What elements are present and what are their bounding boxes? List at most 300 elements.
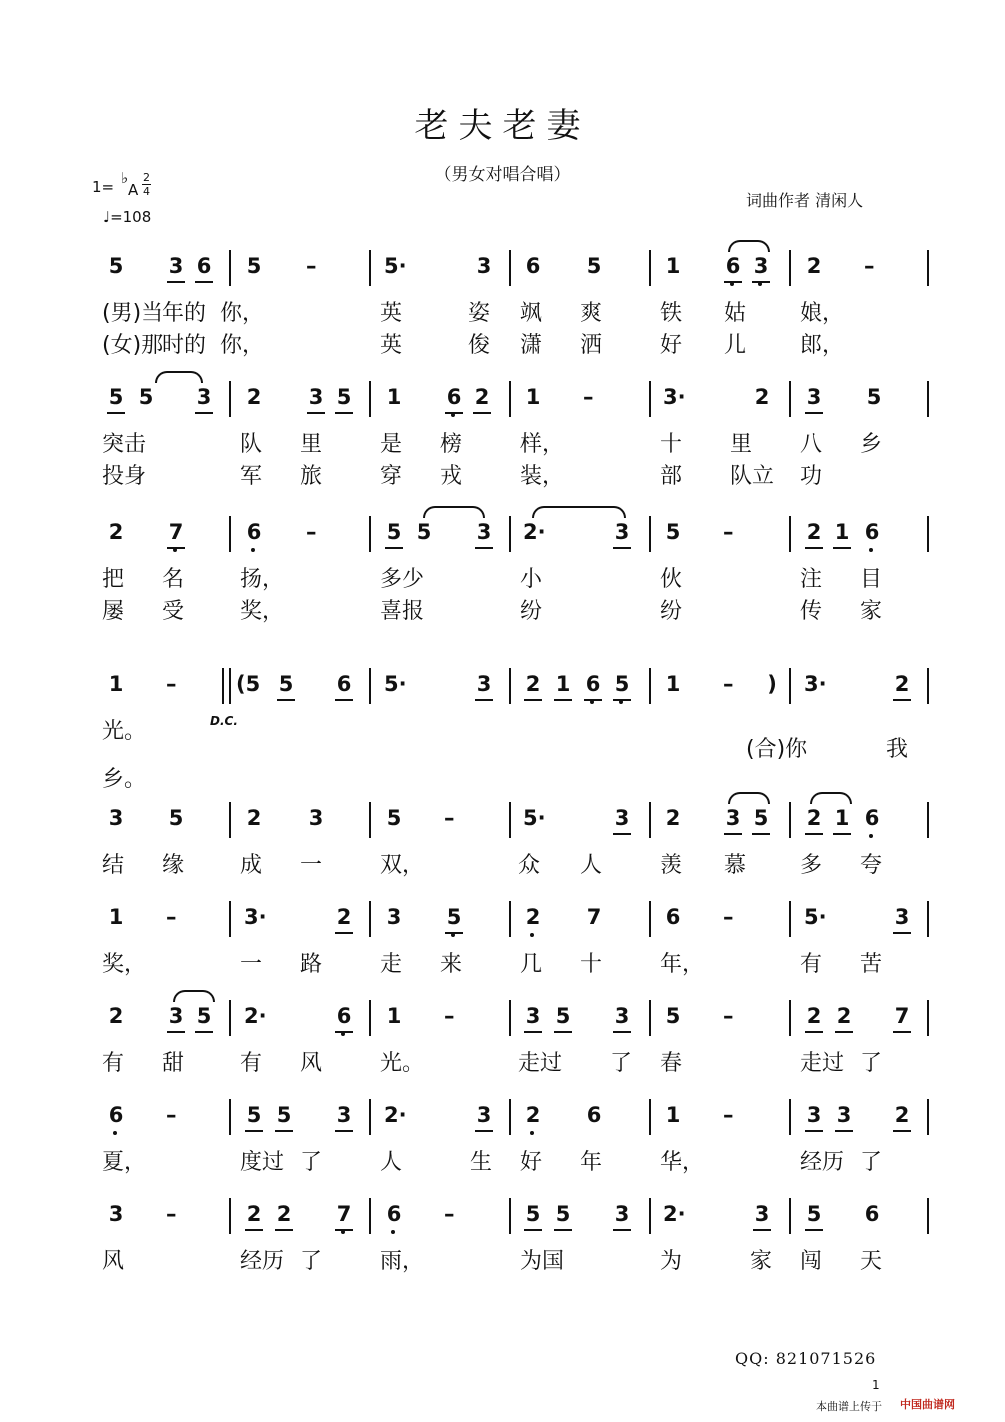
score-line [0, 520, 1005, 624]
note-text: 1 [834, 806, 850, 830]
note [384, 1202, 404, 1226]
beam-underline [724, 281, 742, 283]
bar-line [927, 1099, 929, 1135]
lyric: 小 [520, 567, 543, 592]
note-text: 2 [806, 1004, 822, 1028]
note-text: 5 [108, 254, 124, 278]
dash-text: – [306, 520, 317, 544]
note [334, 1004, 354, 1028]
time-signature [142, 172, 151, 197]
lyric: 慕 [724, 853, 747, 878]
note [444, 385, 464, 409]
lyric: 多少 [380, 567, 425, 592]
lyric: 闯 [800, 1249, 823, 1274]
dc-mark: D.C. [210, 714, 238, 728]
lyric: 了 [860, 1150, 883, 1175]
bar-line [369, 901, 371, 937]
note-text: 3 [614, 1004, 630, 1028]
note [384, 672, 407, 696]
lyric: 了 [300, 1150, 323, 1175]
note-text: 3 [196, 385, 212, 409]
lyric-second-verse: 部 [660, 464, 683, 489]
lyric: 把 [102, 567, 125, 592]
bar-line [229, 1198, 231, 1234]
dash-text: – [583, 385, 594, 409]
dash-text: – [166, 1202, 177, 1226]
note-text: 5 [866, 385, 882, 409]
bar-line [649, 668, 651, 704]
lyric: 风 [102, 1249, 125, 1274]
bar-line [229, 802, 231, 838]
lyric: 生 [470, 1150, 493, 1175]
beam-underline [275, 1229, 293, 1231]
lyric: 苦 [860, 952, 883, 977]
key-signature [92, 169, 150, 199]
note-text: 2 [525, 672, 541, 696]
lyric: 十 [580, 952, 603, 977]
sustain-dash [306, 520, 317, 544]
sustain-dash [444, 806, 455, 830]
note [663, 1103, 683, 1127]
lyric-second-verse: 你， [220, 333, 265, 358]
note [804, 385, 824, 409]
score-line [0, 254, 1005, 358]
lyric-second-verse: 俊 [468, 333, 491, 358]
lyric: 众 [518, 853, 541, 878]
note-text: 3 [476, 1103, 492, 1127]
note [523, 672, 543, 696]
lyric-second-verse: 乡。 [102, 767, 147, 792]
lyric: 一 [240, 952, 263, 977]
dash-text: – [864, 254, 875, 278]
beam-underline [307, 412, 325, 414]
lyric: 了 [610, 1051, 633, 1076]
note [892, 905, 912, 929]
note-text: 7 [168, 520, 184, 544]
note-text: 3 [614, 1202, 630, 1226]
note [334, 672, 354, 696]
lyric-second-verse: 投身 [102, 464, 147, 489]
note-text: 5 [525, 1202, 541, 1226]
note-text: 6 [864, 806, 880, 830]
beam-underline [473, 412, 491, 414]
note [663, 905, 683, 929]
note-text: 3 [308, 806, 324, 830]
bar-line [509, 668, 511, 704]
lyric: 风 [300, 1051, 323, 1076]
note-text: 3 [476, 672, 492, 696]
lyric: 为国 [520, 1249, 565, 1274]
note [194, 385, 214, 409]
lyric: 光。 [102, 719, 147, 744]
lyric: (合)你 [746, 737, 808, 762]
lyric-second-verse: 喜报 [380, 599, 425, 624]
beam-underline [195, 281, 213, 283]
bar-line [229, 668, 231, 704]
bar-line [369, 1000, 371, 1036]
note [306, 385, 326, 409]
ts-bottom: 4 [143, 185, 150, 198]
note [384, 905, 404, 929]
lyric: 了 [300, 1249, 323, 1274]
note [553, 1004, 573, 1028]
note [663, 1202, 686, 1226]
note-text: 5 [665, 520, 681, 544]
note-text: 5 [336, 385, 352, 409]
note [804, 1202, 824, 1226]
note-text: 5 [276, 1103, 292, 1127]
note-text: 2 [894, 672, 910, 696]
lyric-second-verse: 英 [380, 333, 403, 358]
lyric-second-verse: 功 [800, 464, 823, 489]
bar-line [509, 1198, 511, 1234]
lyric: 有 [240, 1051, 263, 1076]
dash-text: – [723, 905, 734, 929]
bar-line [789, 1099, 791, 1135]
note-text: 2 [806, 254, 822, 278]
note-text: 6 [196, 254, 212, 278]
note-text: 3 [754, 1202, 770, 1226]
note [751, 806, 771, 830]
bar-line [229, 1099, 231, 1135]
note [523, 806, 546, 830]
lyric: 目 [860, 567, 883, 592]
sustain-dash [583, 385, 594, 409]
lyric: 天 [860, 1249, 883, 1274]
beam-underline [445, 932, 463, 934]
tie-arc [810, 792, 852, 804]
note-text: 2 [474, 385, 490, 409]
note [306, 806, 326, 830]
bar-line [927, 1198, 929, 1234]
dash-text: – [306, 254, 317, 278]
sustain-dash [166, 672, 177, 696]
note-text: 3 [108, 806, 124, 830]
note-text: 5 [614, 672, 630, 696]
lyric-second-verse: 穿 [380, 464, 403, 489]
note [334, 1103, 354, 1127]
beam-underline [833, 547, 851, 549]
lyric: 姿 [468, 301, 491, 326]
octave-dot [113, 1131, 117, 1135]
bar-line [369, 668, 371, 704]
note [862, 520, 882, 544]
note-text: 5 [806, 1202, 822, 1226]
note-text: 7 [894, 1004, 910, 1028]
bar-line [649, 1000, 651, 1036]
score-line [0, 1103, 1005, 1193]
note-text: 5 [555, 1004, 571, 1028]
bar-line [509, 1000, 511, 1036]
note [723, 806, 743, 830]
note-text: 5 [386, 520, 402, 544]
note-text: 6 [336, 672, 352, 696]
lyric-second-verse: 好 [660, 333, 683, 358]
note-text: 3 [308, 385, 324, 409]
note [166, 806, 186, 830]
beam-underline [335, 1229, 353, 1231]
lyric: 结 [102, 853, 125, 878]
note [523, 905, 543, 929]
lyric: 缘 [162, 853, 185, 878]
note [752, 385, 772, 409]
bar-line [229, 381, 231, 417]
note-text: 3 [108, 1202, 124, 1226]
lyric: 路 [300, 952, 323, 977]
lyric: 姑 [724, 301, 747, 326]
lyric: 春 [660, 1051, 683, 1076]
note [106, 520, 126, 544]
dash-text: – [723, 672, 734, 696]
note [334, 385, 354, 409]
lyric-second-verse: 旅 [300, 464, 323, 489]
note-text: 1 [834, 520, 850, 544]
beam-underline [335, 932, 353, 934]
dash-text: – [444, 806, 455, 830]
beam-underline [167, 281, 185, 283]
dash-text: – [723, 520, 734, 544]
beam-underline [805, 547, 823, 549]
octave-dot [869, 548, 873, 552]
note-text: 3 [386, 905, 402, 929]
note-text: 3 [836, 1103, 852, 1127]
bar-line [649, 901, 651, 937]
note-text: 3 [725, 806, 741, 830]
note-text: 2 [806, 520, 822, 544]
note-text: 6 [864, 520, 880, 544]
bar-line [369, 381, 371, 417]
lyric-second-verse: 潇 [520, 333, 543, 358]
note [244, 520, 264, 544]
bar-line [789, 802, 791, 838]
note [106, 905, 126, 929]
score-line [0, 1004, 1005, 1094]
beam-underline [724, 833, 742, 835]
beam-underline [277, 699, 295, 701]
sustain-dash [166, 905, 177, 929]
beam-underline [385, 547, 403, 549]
note-text: 3 [168, 254, 184, 278]
note-text: 2 [336, 905, 352, 929]
bar-line [649, 802, 651, 838]
note-text: 5 [168, 806, 184, 830]
bar-line [927, 901, 929, 937]
beam-underline [893, 1031, 911, 1033]
tie-arc [532, 506, 626, 518]
note-text: 5 [386, 806, 402, 830]
beam-underline [524, 1031, 542, 1033]
note [663, 520, 683, 544]
lyric: 多 [800, 853, 823, 878]
note [236, 672, 261, 696]
note-text: 6 [525, 254, 541, 278]
octave-dot [530, 933, 534, 937]
note-text: 1 [386, 1004, 402, 1028]
note-text: 3 [806, 385, 822, 409]
lyric: 来 [440, 952, 463, 977]
note [834, 1004, 854, 1028]
note [244, 1202, 264, 1226]
lyric: 铁 [660, 301, 683, 326]
note-text: 1 [108, 905, 124, 929]
lyric: 名 [162, 567, 185, 592]
note [244, 254, 264, 278]
note [194, 254, 214, 278]
lyric: 双， [380, 853, 425, 878]
note [804, 1004, 824, 1028]
note [474, 254, 494, 278]
score-line [0, 905, 1005, 995]
beam-underline [245, 1229, 263, 1231]
note [804, 905, 827, 929]
note [553, 1202, 573, 1226]
note [106, 806, 126, 830]
note-text: 2 [246, 806, 262, 830]
beam-underline [613, 833, 631, 835]
lyric: 十 [660, 432, 683, 457]
beam-underline [805, 1229, 823, 1231]
note [864, 385, 884, 409]
note-text: 1 [555, 672, 571, 696]
lyric-second-verse: 奖， [240, 599, 285, 624]
lyric: 甜 [162, 1051, 185, 1076]
note-text: 5 [108, 385, 124, 409]
lyric: 奖， [102, 952, 147, 977]
note-text: 6 [725, 254, 741, 278]
note [612, 672, 632, 696]
lyric: 为 [660, 1249, 683, 1274]
beam-underline [445, 412, 463, 414]
note-text: 2 [276, 1202, 292, 1226]
beam-underline [554, 1229, 572, 1231]
note-text: 2 [246, 1202, 262, 1226]
lyric: 你， [220, 301, 265, 326]
lyric-second-verse: 军 [240, 464, 263, 489]
note-text: 3 [806, 1103, 822, 1127]
flat-sign: ♭ [121, 169, 129, 187]
beam-underline [753, 1229, 771, 1231]
bar-line [369, 1198, 371, 1234]
lyric: 人 [380, 1150, 403, 1175]
note [663, 1004, 683, 1028]
bar-line [927, 802, 929, 838]
note [474, 1103, 494, 1127]
bar-line [509, 1099, 511, 1135]
note [804, 672, 827, 696]
bar-line [649, 1198, 651, 1234]
score-line [0, 672, 1005, 792]
lyric: 几 [520, 952, 543, 977]
note-text: 2 [806, 806, 822, 830]
bar-line [509, 381, 511, 417]
note [244, 905, 267, 929]
lyric: 突击 [102, 432, 147, 457]
lyric: 伙 [660, 567, 683, 592]
sustain-dash [864, 254, 875, 278]
lyric: 里 [730, 432, 753, 457]
note [612, 520, 632, 544]
lyric: 有 [800, 952, 823, 977]
lyric-second-verse: 戎 [440, 464, 463, 489]
note [334, 905, 354, 929]
note-text: 2· [384, 1103, 407, 1127]
dash-text: – [723, 1103, 734, 1127]
lyric: 经历 [240, 1249, 285, 1274]
bar-line [789, 1198, 791, 1234]
note [723, 254, 743, 278]
bar-line [927, 516, 929, 552]
lyric: 走 [380, 952, 403, 977]
note [612, 806, 632, 830]
sustain-dash [166, 1103, 177, 1127]
lyric: 家 [750, 1249, 773, 1274]
note [862, 1202, 882, 1226]
page-number: 1 [872, 1378, 880, 1392]
note-text: 5 [246, 1103, 262, 1127]
author-credit: 词曲作者 清闲人 [746, 191, 864, 210]
bar-line [369, 516, 371, 552]
note-text: 5· [523, 806, 546, 830]
bar-line [789, 250, 791, 286]
note [384, 1103, 407, 1127]
lyric: 华， [660, 1150, 705, 1175]
lyric: 样， [520, 432, 565, 457]
lyric-second-verse: 洒 [580, 333, 603, 358]
note-text: 3 [894, 905, 910, 929]
note-text: 5 [196, 1004, 212, 1028]
lyric: 人 [580, 853, 603, 878]
lyric: 扬， [240, 567, 285, 592]
note-text: 1 [665, 1103, 681, 1127]
beam-underline [835, 1031, 853, 1033]
lyric-second-verse: 屡 [102, 599, 125, 624]
note-text: 6 [446, 385, 462, 409]
bar-line [789, 381, 791, 417]
note [276, 672, 296, 696]
note [553, 672, 573, 696]
note-text: 3 [753, 254, 769, 278]
beam-underline [554, 699, 572, 701]
lyric: 经历 [800, 1150, 845, 1175]
lyric-second-verse: 装， [520, 464, 565, 489]
beam-underline [524, 699, 542, 701]
note [194, 1004, 214, 1028]
note [523, 1004, 543, 1028]
bar-line [789, 901, 791, 937]
sustain-dash [723, 905, 734, 929]
note [106, 1202, 126, 1226]
note [136, 385, 156, 409]
beam-underline [893, 1130, 911, 1132]
lyric: (男)当 [102, 301, 164, 326]
lyric: 八 [800, 432, 823, 457]
note-text: 1 [665, 672, 681, 696]
beam-underline [805, 1031, 823, 1033]
song-title: 老夫老妻 [414, 106, 591, 146]
beam-underline [275, 1130, 293, 1132]
note-text: 3· [244, 905, 267, 929]
note [523, 1202, 543, 1226]
sustain-dash [723, 520, 734, 544]
beam-underline [335, 1130, 353, 1132]
note-text: 3 [476, 520, 492, 544]
note-text: 2 [525, 905, 541, 929]
footer-note: 本曲谱上传于 [816, 1400, 882, 1413]
beam-underline [752, 281, 770, 283]
tie-arc [423, 506, 485, 518]
lyric: 榜 [440, 432, 463, 457]
lyric: 我 [886, 737, 909, 762]
